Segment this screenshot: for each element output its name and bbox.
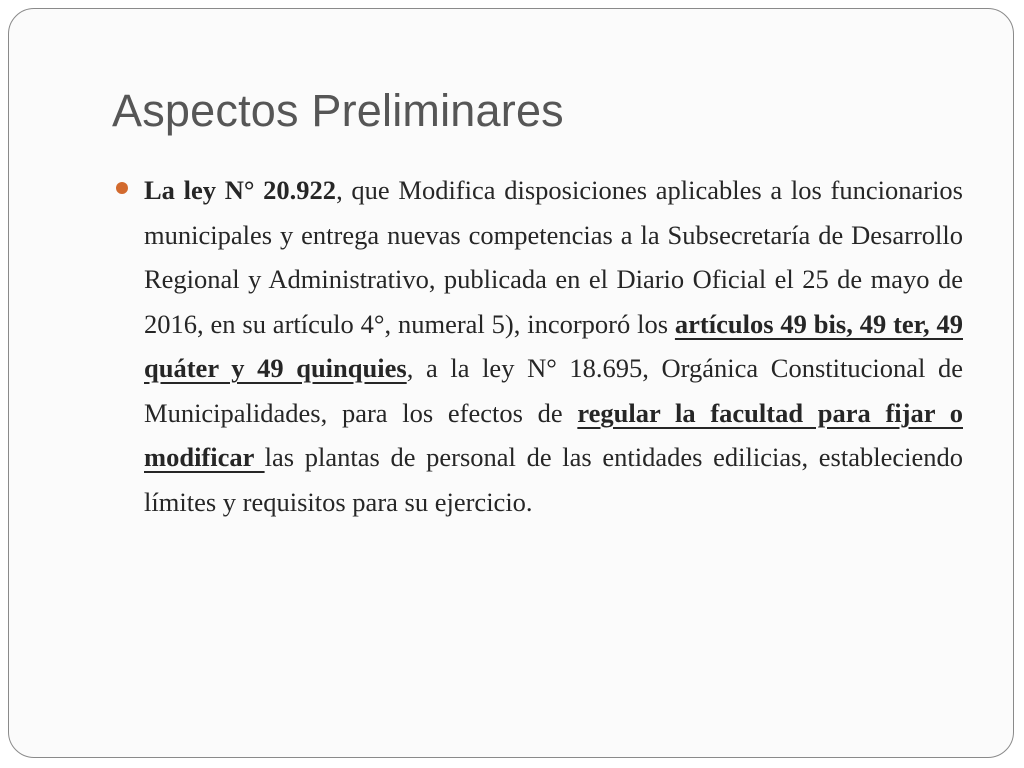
slide-title: Aspectos Preliminares (112, 85, 564, 136)
articles-underlined: artículos 49 bis, 49 ter, 49 quáter y 49 quinquies (144, 308, 963, 383)
bullet-paragraph (144, 168, 963, 524)
bullet-dot-icon (116, 182, 128, 194)
paragraph-text-3: las plantas de personal de las entidades edilicias, estableciendo límites y requisitos para su ejercicio. (144, 442, 963, 517)
paragraph-text-2: , a la ley N° 18.695, Orgánica Constitucional de Municipalidades, para los efectos de (144, 353, 963, 428)
regulate-faculty-underlined: regular la facultad para fijar o modificar (144, 397, 963, 472)
law-reference-bold: La ley N° 20.922 (144, 175, 337, 205)
paragraph-text-1: , que Modifica disposiciones aplicables a los funcionarios municipales y entrega nuevas competencias a la Subsecretaría de Desarrollo Regional y Administrativo, publicada en el Diario Oficial el 25 de mayo de 2016, en su artículo 4°, numeral 5), incorporó los (144, 175, 963, 339)
